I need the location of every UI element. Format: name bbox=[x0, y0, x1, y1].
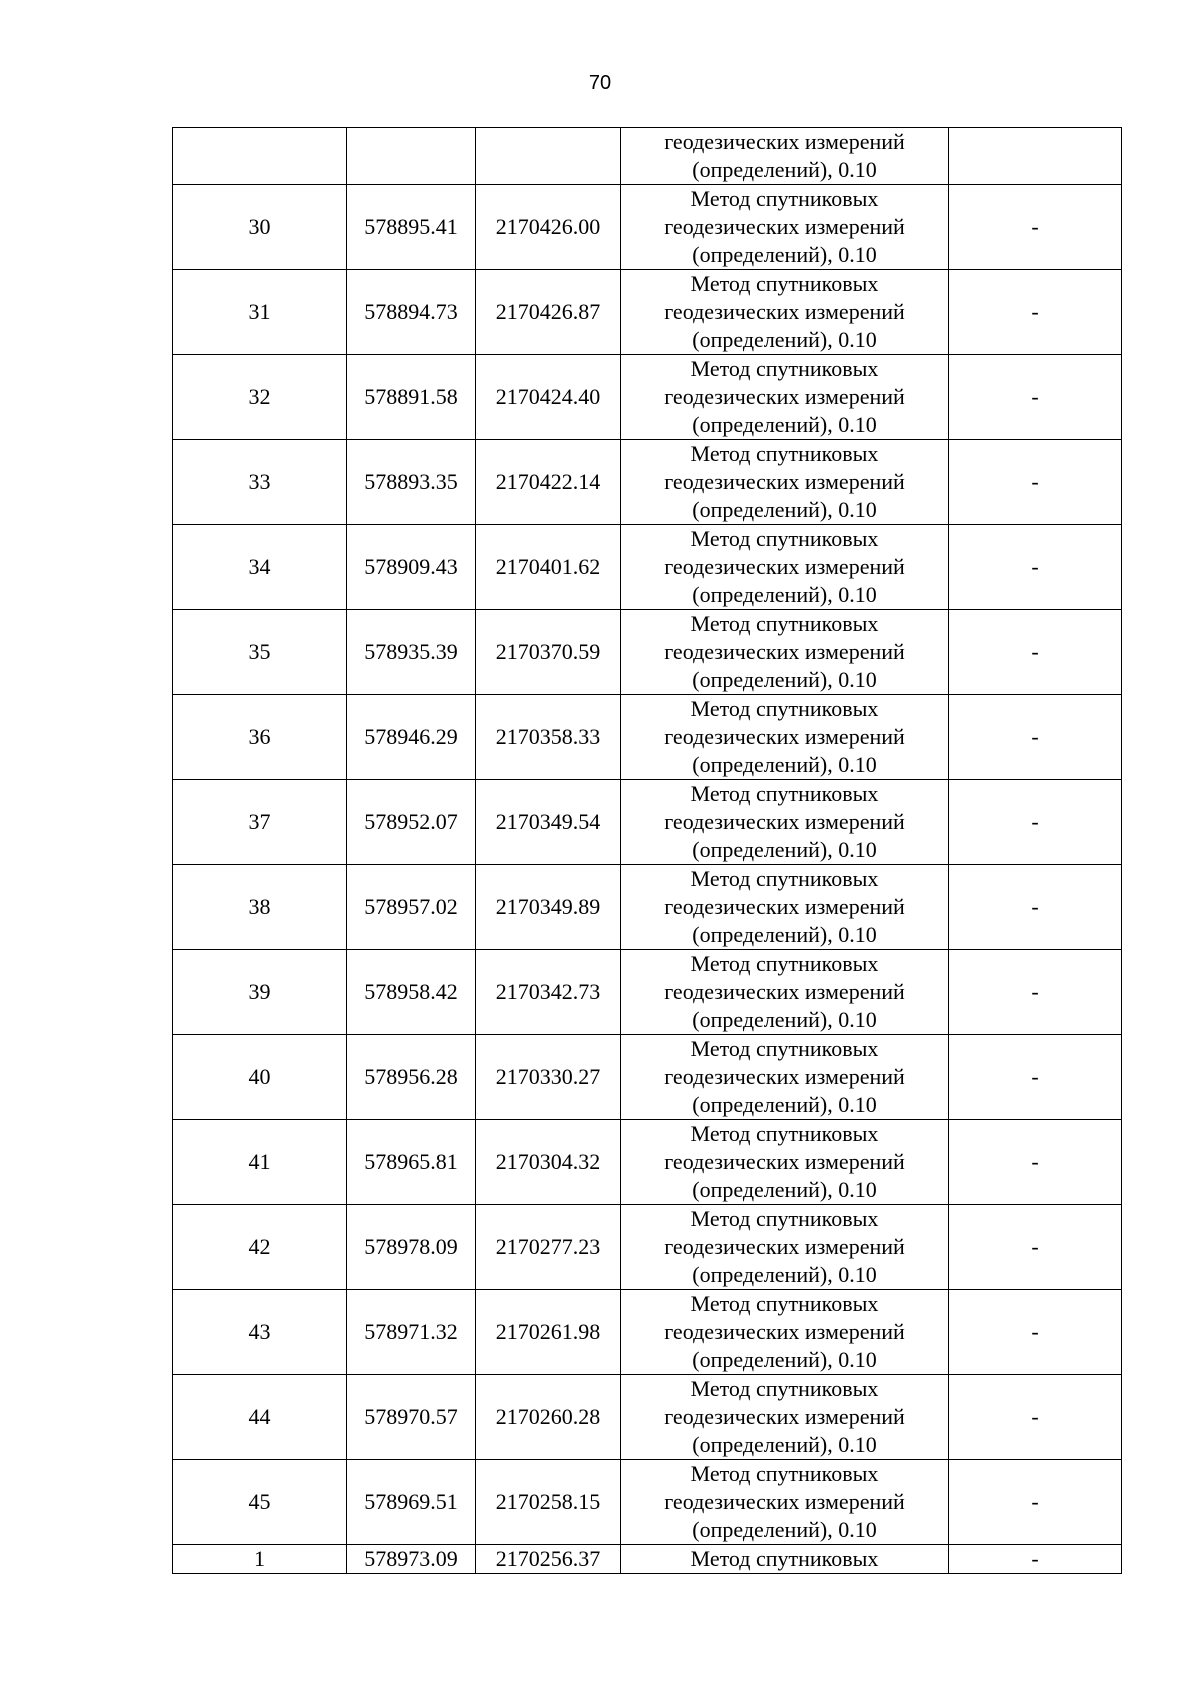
point-number-cell: 1 bbox=[173, 1545, 347, 1574]
note-cell: - bbox=[949, 950, 1122, 1035]
page-number: 70 bbox=[588, 72, 612, 94]
note-cell: - bbox=[949, 1035, 1122, 1120]
method-cell bbox=[621, 865, 949, 950]
method-text bbox=[625, 1375, 944, 1459]
method-text bbox=[625, 525, 944, 609]
method-cell bbox=[621, 270, 949, 355]
note-cell bbox=[949, 128, 1122, 185]
x-coordinate-cell: 578952.07 bbox=[347, 780, 476, 865]
note-cell: - bbox=[949, 695, 1122, 780]
method-line: геодезических измерений bbox=[664, 214, 905, 239]
method-line: (определений), 0.10 bbox=[692, 412, 877, 437]
method-line: Метод спутниковых bbox=[690, 866, 879, 891]
method-line: (определений), 0.10 bbox=[692, 497, 877, 522]
method-line: (определений), 0.10 bbox=[692, 752, 877, 777]
y-coordinate-cell: 2170304.32 bbox=[476, 1120, 621, 1205]
y-coordinate-cell: 2170349.89 bbox=[476, 865, 621, 950]
method-line: (определений), 0.10 bbox=[692, 667, 877, 692]
x-coordinate-cell: 578970.57 bbox=[347, 1375, 476, 1460]
method-cell bbox=[621, 610, 949, 695]
method-line: Метод спутниковых bbox=[690, 951, 879, 976]
method-line: геодезических измерений bbox=[664, 894, 905, 919]
point-number-cell: 30 bbox=[173, 185, 347, 270]
x-coordinate-cell: 578965.81 bbox=[347, 1120, 476, 1205]
method-cell bbox=[621, 185, 949, 270]
method-line: Метод спутниковых bbox=[690, 1036, 879, 1061]
method-text bbox=[625, 1205, 944, 1289]
method-line: геодезических измерений bbox=[664, 469, 905, 494]
point-number-cell: 34 bbox=[173, 525, 347, 610]
method-line: геодезических измерений bbox=[664, 724, 905, 749]
method-line: Метод спутниковых bbox=[690, 1121, 879, 1146]
y-coordinate-cell: 2170422.14 bbox=[476, 440, 621, 525]
table-row bbox=[173, 128, 1122, 185]
method-line: (определений), 0.10 bbox=[692, 1432, 877, 1457]
table-row bbox=[173, 695, 1122, 780]
table-row bbox=[173, 270, 1122, 355]
x-coordinate-cell bbox=[347, 128, 476, 185]
method-text bbox=[625, 128, 944, 184]
method-line: геодезических измерений bbox=[664, 554, 905, 579]
method-cell bbox=[621, 780, 949, 865]
method-line: геодезических измерений bbox=[664, 1319, 905, 1344]
note-cell: - bbox=[949, 780, 1122, 865]
method-line: Метод спутниковых bbox=[690, 1461, 879, 1486]
table-row bbox=[173, 1460, 1122, 1545]
method-line: Метод спутниковых bbox=[690, 271, 879, 296]
y-coordinate-cell: 2170330.27 bbox=[476, 1035, 621, 1120]
method-cell bbox=[621, 355, 949, 440]
note-cell: - bbox=[949, 1545, 1122, 1574]
method-line: геодезических измерений bbox=[664, 979, 905, 1004]
method-line: геодезических измерений bbox=[664, 1064, 905, 1089]
table-row bbox=[173, 865, 1122, 950]
point-number-cell: 35 bbox=[173, 610, 347, 695]
y-coordinate-cell: 2170349.54 bbox=[476, 780, 621, 865]
point-number-cell: 36 bbox=[173, 695, 347, 780]
point-number-cell: 41 bbox=[173, 1120, 347, 1205]
method-line: Метод спутниковых bbox=[690, 696, 879, 721]
method-line: геодезических измерений bbox=[664, 809, 905, 834]
table-row bbox=[173, 525, 1122, 610]
point-number-cell: 40 bbox=[173, 1035, 347, 1120]
table-row bbox=[173, 1035, 1122, 1120]
method-cell bbox=[621, 695, 949, 780]
note-cell: - bbox=[949, 525, 1122, 610]
method-text bbox=[625, 610, 944, 694]
method-text bbox=[625, 865, 944, 949]
method-line: (определений), 0.10 bbox=[692, 157, 877, 182]
y-coordinate-cell: 2170261.98 bbox=[476, 1290, 621, 1375]
method-line: Метод спутниковых bbox=[690, 781, 879, 806]
x-coordinate-cell: 578909.43 bbox=[347, 525, 476, 610]
note-cell: - bbox=[949, 1375, 1122, 1460]
y-coordinate-cell: 2170370.59 bbox=[476, 610, 621, 695]
method-cell bbox=[621, 1120, 949, 1205]
method-line: геодезических измерений bbox=[664, 639, 905, 664]
note-cell: - bbox=[949, 1205, 1122, 1290]
y-coordinate-cell: 2170426.87 bbox=[476, 270, 621, 355]
method-line: геодезических измерений bbox=[664, 129, 905, 154]
method-text bbox=[625, 950, 944, 1034]
method-cell bbox=[621, 1035, 949, 1120]
method-line: Метод спутниковых bbox=[690, 1546, 879, 1571]
y-coordinate-cell bbox=[476, 128, 621, 185]
table-row bbox=[173, 1545, 1122, 1574]
note-cell: - bbox=[949, 610, 1122, 695]
method-line: Метод спутниковых bbox=[690, 441, 879, 466]
method-line: (определений), 0.10 bbox=[692, 582, 877, 607]
method-line: Метод спутниковых bbox=[690, 526, 879, 551]
x-coordinate-cell: 578895.41 bbox=[347, 185, 476, 270]
method-line: (определений), 0.10 bbox=[692, 1007, 877, 1032]
y-coordinate-cell: 2170258.15 bbox=[476, 1460, 621, 1545]
y-coordinate-cell: 2170426.00 bbox=[476, 185, 621, 270]
method-cell bbox=[621, 1290, 949, 1375]
table-row bbox=[173, 185, 1122, 270]
table-row bbox=[173, 1120, 1122, 1205]
point-number-cell: 38 bbox=[173, 865, 347, 950]
x-coordinate-cell: 578969.51 bbox=[347, 1460, 476, 1545]
note-cell: - bbox=[949, 1290, 1122, 1375]
point-number-cell: 39 bbox=[173, 950, 347, 1035]
x-coordinate-cell: 578946.29 bbox=[347, 695, 476, 780]
note-cell: - bbox=[949, 865, 1122, 950]
x-coordinate-cell: 578957.02 bbox=[347, 865, 476, 950]
method-text bbox=[625, 355, 944, 439]
method-text bbox=[625, 695, 944, 779]
method-text bbox=[625, 1546, 944, 1572]
table-row bbox=[173, 1290, 1122, 1375]
table-row bbox=[173, 1375, 1122, 1460]
method-line: геодезических измерений bbox=[664, 1404, 905, 1429]
method-line: Метод спутниковых bbox=[690, 611, 879, 636]
method-line: Метод спутниковых bbox=[690, 1206, 879, 1231]
point-number-cell: 45 bbox=[173, 1460, 347, 1545]
x-coordinate-cell: 578935.39 bbox=[347, 610, 476, 695]
point-number-cell: 43 bbox=[173, 1290, 347, 1375]
method-text bbox=[625, 1120, 944, 1204]
x-coordinate-cell: 578978.09 bbox=[347, 1205, 476, 1290]
method-line: геодезических измерений bbox=[664, 1234, 905, 1259]
y-coordinate-cell: 2170342.73 bbox=[476, 950, 621, 1035]
y-coordinate-cell: 2170424.40 bbox=[476, 355, 621, 440]
y-coordinate-cell: 2170401.62 bbox=[476, 525, 621, 610]
method-line: геодезических измерений bbox=[664, 384, 905, 409]
method-cell bbox=[621, 1460, 949, 1545]
coordinates-table bbox=[172, 127, 1122, 1574]
note-cell: - bbox=[949, 185, 1122, 270]
method-line: (определений), 0.10 bbox=[692, 1517, 877, 1542]
point-number-cell: 32 bbox=[173, 355, 347, 440]
x-coordinate-cell: 578973.09 bbox=[347, 1545, 476, 1574]
method-cell bbox=[621, 1545, 949, 1574]
method-text bbox=[625, 440, 944, 524]
table-row bbox=[173, 440, 1122, 525]
x-coordinate-cell: 578971.32 bbox=[347, 1290, 476, 1375]
point-number-cell: 33 bbox=[173, 440, 347, 525]
y-coordinate-cell: 2170260.28 bbox=[476, 1375, 621, 1460]
note-cell: - bbox=[949, 1120, 1122, 1205]
method-cell bbox=[621, 128, 949, 185]
method-line: (определений), 0.10 bbox=[692, 327, 877, 352]
method-line: (определений), 0.10 bbox=[692, 1092, 877, 1117]
x-coordinate-cell: 578891.58 bbox=[347, 355, 476, 440]
table-row bbox=[173, 780, 1122, 865]
y-coordinate-cell: 2170256.37 bbox=[476, 1545, 621, 1574]
x-coordinate-cell: 578956.28 bbox=[347, 1035, 476, 1120]
method-line: (определений), 0.10 bbox=[692, 1262, 877, 1287]
method-line: Метод спутниковых bbox=[690, 356, 879, 381]
method-text bbox=[625, 1035, 944, 1119]
method-text bbox=[625, 270, 944, 354]
method-text bbox=[625, 1460, 944, 1544]
point-number-cell: 42 bbox=[173, 1205, 347, 1290]
method-line: (определений), 0.10 bbox=[692, 1177, 877, 1202]
note-cell: - bbox=[949, 440, 1122, 525]
point-number-cell bbox=[173, 128, 347, 185]
point-number-cell: 31 bbox=[173, 270, 347, 355]
method-text bbox=[625, 1290, 944, 1374]
method-line: (определений), 0.10 bbox=[692, 1347, 877, 1372]
method-cell bbox=[621, 1375, 949, 1460]
table-row bbox=[173, 1205, 1122, 1290]
method-line: Метод спутниковых bbox=[690, 1291, 879, 1316]
coordinates-table-body bbox=[173, 128, 1122, 1574]
x-coordinate-cell: 578894.73 bbox=[347, 270, 476, 355]
y-coordinate-cell: 2170277.23 bbox=[476, 1205, 621, 1290]
y-coordinate-cell: 2170358.33 bbox=[476, 695, 621, 780]
method-cell bbox=[621, 950, 949, 1035]
method-line: Метод спутниковых bbox=[690, 1376, 879, 1401]
method-line: геодезических измерений bbox=[664, 299, 905, 324]
note-cell: - bbox=[949, 1460, 1122, 1545]
method-line: (определений), 0.10 bbox=[692, 242, 877, 267]
method-line: геодезических измерений bbox=[664, 1489, 905, 1514]
point-number-cell: 44 bbox=[173, 1375, 347, 1460]
note-cell: - bbox=[949, 355, 1122, 440]
method-cell bbox=[621, 525, 949, 610]
method-text bbox=[625, 780, 944, 864]
method-line: геодезических измерений bbox=[664, 1149, 905, 1174]
x-coordinate-cell: 578893.35 bbox=[347, 440, 476, 525]
table-row bbox=[173, 610, 1122, 695]
table-row bbox=[173, 355, 1122, 440]
x-coordinate-cell: 578958.42 bbox=[347, 950, 476, 1035]
method-cell bbox=[621, 440, 949, 525]
method-line: (определений), 0.10 bbox=[692, 837, 877, 862]
method-line: (определений), 0.10 bbox=[692, 922, 877, 947]
note-cell: - bbox=[949, 270, 1122, 355]
method-text bbox=[625, 185, 944, 269]
table-row bbox=[173, 950, 1122, 1035]
method-cell bbox=[621, 1205, 949, 1290]
method-line: Метод спутниковых bbox=[690, 186, 879, 211]
point-number-cell: 37 bbox=[173, 780, 347, 865]
